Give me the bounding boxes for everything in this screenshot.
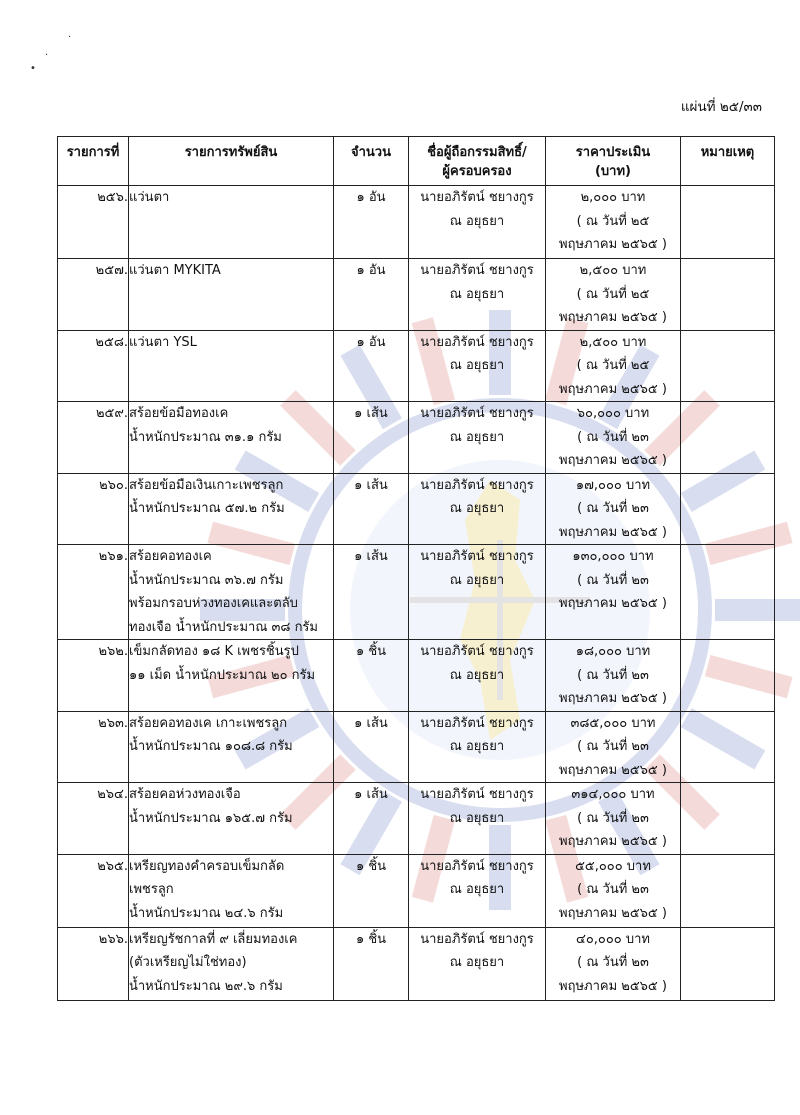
cell-line: น้ำหนักประมาณ ๓๑.๑ กรัม xyxy=(129,429,282,445)
cell-line: ( ณ วันที่ ๒๕ xyxy=(576,358,650,373)
remark-cell xyxy=(681,545,775,640)
header-price: ราคาประเมิน (บาท) xyxy=(546,137,681,186)
cell-line: (ตัวเหรียญไม่ใช่ทอง) xyxy=(129,955,247,970)
cell-line: แว่นตา xyxy=(129,190,170,205)
table-row xyxy=(58,640,775,712)
cell-line: ๑๓๐,๐๐๐ บาท xyxy=(572,549,654,564)
asset-description-cell xyxy=(129,186,334,259)
appraised-price-cell xyxy=(546,711,681,783)
owner-cell xyxy=(409,473,546,545)
cell-line: ( ณ วันที่ ๒๓ xyxy=(577,572,649,588)
cell-line: ( ณ วันที่ ๒๓ xyxy=(577,501,649,516)
cell-line: น้ำหนักประมาณ ๕๗.๒ กรัม xyxy=(129,501,285,516)
owner-cell xyxy=(409,711,546,783)
cell-line: พฤษภาคม ๒๕๖๕ ) xyxy=(559,905,667,921)
cell-line: เหรียญรัชกาลที่ ๙ เลี่ยมทองเค xyxy=(129,931,298,947)
asset-description-cell xyxy=(129,545,334,640)
quantity-cell: ๑ เส้น xyxy=(334,711,409,783)
cell-line: ๒,๕๐๐ บาท xyxy=(579,263,647,278)
scan-speck: • xyxy=(30,63,36,74)
cell-line: ณ อยุธยา xyxy=(449,882,505,897)
cell-line: น้ำหนักประมาณ ๒๔.๖ กรัม xyxy=(129,905,284,921)
cell-line: ๒,๐๐๐ บาท xyxy=(580,190,646,205)
table-row xyxy=(58,545,775,640)
cell-line: นายอภิรัตน์ ชยางกูร xyxy=(420,644,534,659)
cell-line: เพชรลูก xyxy=(129,882,174,897)
cell-line: ๓๑๔,๐๐๐ บาท xyxy=(571,787,655,802)
item-number-cell: ๒๕๙. xyxy=(58,402,129,474)
remark-cell xyxy=(681,186,775,259)
header-remark: หมายเหตุ xyxy=(681,137,775,186)
cell-line: นายอภิรัตน์ ชยางกูร xyxy=(420,190,534,205)
asset-description-cell xyxy=(129,330,334,402)
remark-cell xyxy=(681,640,775,712)
cell-line: ๑๗,๐๐๐ บาท xyxy=(575,477,651,493)
cell-line: พร้อมกรอบห่วงทองเคและตลับ xyxy=(129,596,298,611)
item-number-cell: ๒๕๗. xyxy=(58,259,129,331)
owner-cell xyxy=(409,640,546,712)
owner-cell xyxy=(409,402,546,474)
item-number-cell: ๒๖๖. xyxy=(58,927,129,1000)
cell-line: นายอภิรัตน์ ชยางกูร xyxy=(420,477,534,493)
asset-description-cell xyxy=(129,640,334,712)
quantity-cell: ๑ เส้น xyxy=(334,545,409,640)
scan-speck: · xyxy=(68,32,72,43)
cell-line: พฤษภาคม ๒๕๖๕ ) xyxy=(559,978,667,994)
cell-line: พฤษภาคม ๒๕๖๕ ) xyxy=(559,596,667,611)
cell-line: นายอภิรัตน์ ชยางกูร xyxy=(420,263,534,278)
item-number-cell: ๒๖๒. xyxy=(58,640,129,712)
cell-line: ณ อยุธยา xyxy=(449,667,505,683)
appraised-price-cell xyxy=(546,640,681,712)
cell-line: สร้อยคอห่วงทองเจือ xyxy=(129,787,241,802)
quantity-cell: ๑ อัน xyxy=(334,186,409,259)
cell-line: นายอภิรัตน์ ชยางกูร xyxy=(420,406,534,421)
cell-line: ณ อยุธยา xyxy=(449,286,505,302)
cell-line: ๒,๕๐๐ บาท xyxy=(579,334,647,350)
table-row xyxy=(58,402,775,474)
item-number-cell: ๒๖๓. xyxy=(58,711,129,783)
table-row xyxy=(58,783,775,855)
appraised-price-cell xyxy=(546,783,681,855)
header-quantity: จำนวน xyxy=(334,137,409,186)
owner-cell xyxy=(409,259,546,331)
cell-line: ( ณ วันที่ ๒๓ xyxy=(577,955,649,970)
remark-cell xyxy=(681,259,775,331)
cell-line: ณ อยุธยา xyxy=(449,213,505,229)
header-owner: ชื่อผู้ถือกรรมสิทธิ์/ ผู้ครอบครอง xyxy=(409,137,546,186)
header-item-no: รายการที่ xyxy=(58,137,129,186)
item-number-cell: ๒๖๔. xyxy=(58,783,129,855)
cell-line: เหรียญทองคำครอบเข็มกลัด xyxy=(129,858,285,874)
asset-description-cell xyxy=(129,473,334,545)
sheet-number: แผ่นที่ ๒๕/๓๓ xyxy=(680,99,762,115)
cell-line: นายอภิรัตน์ ชยางกูร xyxy=(420,549,534,564)
quantity-cell: ๑ ชิ้น xyxy=(334,854,409,927)
quantity-cell: ๑ ชิ้น xyxy=(334,640,409,712)
cell-line: ณ อยุธยา xyxy=(449,739,505,754)
quantity-cell: ๑ อัน xyxy=(334,259,409,331)
cell-line: พฤษภาคม ๒๕๖๕ ) xyxy=(559,310,667,325)
owner-cell xyxy=(409,854,546,927)
quantity-cell: ๑ ชิ้น xyxy=(334,927,409,1000)
table-header-row xyxy=(58,137,775,186)
remark-cell xyxy=(681,927,775,1000)
table-row xyxy=(58,854,775,927)
cell-line: นายอภิรัตน์ ชยางกูร xyxy=(420,858,534,874)
cell-line: สร้อยคอทองเค xyxy=(129,549,212,564)
quantity-cell: ๑ เส้น xyxy=(334,473,409,545)
owner-cell xyxy=(409,927,546,1000)
table-row xyxy=(58,927,775,1000)
appraised-price-cell xyxy=(546,402,681,474)
asset-description-cell xyxy=(129,259,334,331)
cell-line: สร้อยข้อมือเงินเกาะเพชรลูก xyxy=(129,477,284,493)
asset-description-cell xyxy=(129,927,334,1000)
cell-line: น้ำหนักประมาณ ๑๐๘.๘ กรัม xyxy=(129,739,293,754)
cell-line: แว่นตา YSL xyxy=(129,334,197,350)
cell-line: ณ อยุธยา xyxy=(449,501,505,516)
cell-line: พฤษภาคม ๒๕๖๕ ) xyxy=(559,237,667,252)
cell-line: ( ณ วันที่ ๒๓ xyxy=(577,429,649,445)
cell-line: ( ณ วันที่ ๒๓ xyxy=(577,667,649,683)
cell-line: ๔๐,๐๐๐ บาท xyxy=(576,931,650,947)
cell-line: น้ำหนักประมาณ ๓๖.๗ กรัม xyxy=(129,572,284,588)
remark-cell xyxy=(681,330,775,402)
appraised-price-cell xyxy=(546,186,681,259)
remark-cell xyxy=(681,711,775,783)
appraised-price-cell xyxy=(546,854,681,927)
cell-line: ทองเจือ น้ำหนักประมาณ ๓๘ กรัม xyxy=(129,619,318,635)
remark-cell xyxy=(681,402,775,474)
remark-cell xyxy=(681,473,775,545)
cell-line: พฤษภาคม ๒๕๖๕ ) xyxy=(559,524,667,540)
cell-line: พฤษภาคม ๒๕๖๕ ) xyxy=(559,381,667,397)
cell-line: ( ณ วันที่ ๒๕ xyxy=(576,286,650,302)
asset-description-cell xyxy=(129,402,334,474)
scan-speck: · xyxy=(45,50,49,61)
cell-line: ณ อยุธยา xyxy=(449,572,505,588)
cell-line: นายอภิรัตน์ ชยางกูร xyxy=(420,931,534,947)
asset-description-cell xyxy=(129,783,334,855)
cell-line: ( ณ วันที่ ๒๓ xyxy=(577,810,649,826)
cell-line: น้ำหนักประมาณ ๑๖๕.๗ กรัม xyxy=(129,810,293,826)
table-row xyxy=(58,711,775,783)
remark-cell xyxy=(681,783,775,855)
asset-description-cell xyxy=(129,854,334,927)
appraised-price-cell xyxy=(546,545,681,640)
cell-line: ( ณ วันที่ ๒๓ xyxy=(577,739,649,754)
quantity-cell: ๑ เส้น xyxy=(334,402,409,474)
cell-line: ณ อยุธยา xyxy=(449,810,505,826)
asset-description-cell xyxy=(129,711,334,783)
appraised-price-cell xyxy=(546,259,681,331)
quantity-cell: ๑ อัน xyxy=(334,330,409,402)
item-number-cell: ๒๖๕. xyxy=(58,854,129,927)
cell-line: นายอภิรัตน์ ชยางกูร xyxy=(420,787,534,802)
cell-line: พฤษภาคม ๒๕๖๕ ) xyxy=(559,453,667,468)
header-asset: รายการทรัพย์สิน xyxy=(129,137,334,186)
cell-line: ณ อยุธยา xyxy=(449,955,505,970)
table-row xyxy=(58,259,775,331)
asset-table xyxy=(57,136,775,1001)
cell-line: นายอภิรัตน์ ชยางกูร xyxy=(420,334,534,350)
appraised-price-cell xyxy=(546,330,681,402)
cell-line: นายอภิรัตน์ ชยางกูร xyxy=(420,715,534,731)
cell-line: สร้อยข้อมือทองเค xyxy=(129,406,229,421)
appraised-price-cell xyxy=(546,927,681,1000)
cell-line: เข็มกลัดทอง ๑๘ K เพชรชิ้นรูป xyxy=(129,644,299,659)
cell-line: ( ณ วันที่ ๒๓ xyxy=(577,882,649,897)
cell-line: ๓๘๕,๐๐๐ บาท xyxy=(570,715,656,731)
cell-line: ๑๑ เม็ด น้ำหนักประมาณ ๒๐ กรัม xyxy=(129,667,316,683)
owner-cell xyxy=(409,783,546,855)
cell-line: ณ อยุธยา xyxy=(449,358,505,373)
item-number-cell: ๒๕๘. xyxy=(58,330,129,402)
cell-line: ๖๐,๐๐๐ บาท xyxy=(576,406,650,421)
owner-cell xyxy=(409,186,546,259)
owner-cell xyxy=(409,330,546,402)
cell-line: สร้อยคอทองเค เกาะเพชรลูก xyxy=(129,715,288,731)
cell-line: ๕๕,๐๐๐ บาท xyxy=(575,858,651,874)
owner-cell xyxy=(409,545,546,640)
table-row xyxy=(58,186,775,259)
item-number-cell: ๒๖๐. xyxy=(58,473,129,545)
quantity-cell: ๑ เส้น xyxy=(334,783,409,855)
cell-line: พฤษภาคม ๒๕๖๕ ) xyxy=(559,834,667,849)
cell-line: ( ณ วันที่ ๒๕ xyxy=(576,213,650,229)
table-row xyxy=(58,473,775,545)
cell-line: ๑๘,๐๐๐ บาท xyxy=(575,644,651,659)
cell-line: พฤษภาคม ๒๕๖๕ ) xyxy=(559,691,667,706)
cell-line: ณ อยุธยา xyxy=(449,429,505,445)
item-number-cell: ๒๖๑. xyxy=(58,545,129,640)
table-row xyxy=(58,330,775,402)
item-number-cell: ๒๕๖. xyxy=(58,186,129,259)
cell-line: น้ำหนักประมาณ ๒๙.๖ กรัม xyxy=(129,978,283,994)
cell-line: แว่นตา MYKITA xyxy=(129,263,221,278)
remark-cell xyxy=(681,854,775,927)
cell-line: พฤษภาคม ๒๕๖๕ ) xyxy=(559,762,667,778)
appraised-price-cell xyxy=(546,473,681,545)
